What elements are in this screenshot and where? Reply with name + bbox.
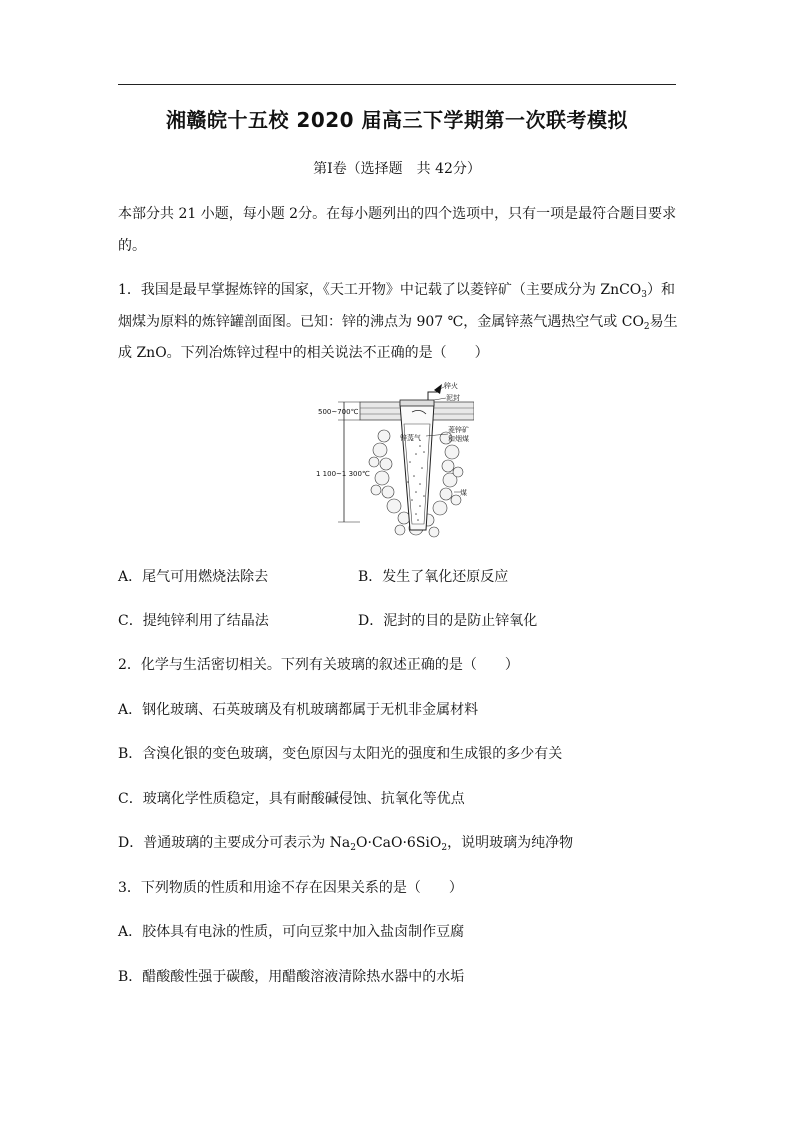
- figure-temp-bottom: 1 100~1 300℃: [316, 470, 370, 478]
- q1-stem-line-3: 成 ZnO。下列冶炼锌过程中的相关说法不正确的是（ ）: [118, 345, 489, 361]
- figure-label-coal: 煤: [460, 489, 467, 497]
- q2-stem: 2．化学与生活密切相关。下列有关玻璃的叙述正确的是（ ）: [118, 657, 519, 673]
- instructions-line-2: 的。: [118, 238, 146, 254]
- figure-temp-top: 500~700℃: [318, 408, 359, 416]
- q1-option-a: A．尾气可用燃烧法除去: [118, 569, 269, 585]
- figure-label-ore-2: 和烟煤: [448, 435, 469, 443]
- figure-label-ore-1: 菱锌矿: [448, 426, 469, 434]
- figure-label-fire: 锌火: [444, 382, 458, 390]
- q3-option-a: A．胶体具有电泳的性质，可向豆浆中加入盐卤制作豆腐: [118, 924, 465, 940]
- page-title: 湘赣皖十五校 2020 届高三下学期第一次联考模拟: [165, 108, 629, 132]
- q2-option-d: D．普通玻璃的主要成分可表示为 $Na_2O\cdot CaO\cdot 6SiO_2$，说明玻璃为纯净物: [118, 835, 574, 853]
- q2-option-b: B．含溴化银的变色玻璃，变色原因与太阳光的强度和生成银的多少有关: [118, 746, 563, 762]
- zinc-smelting-figure: [316, 380, 474, 542]
- q1-option-d: D．泥封的目的是防止锌氧化: [358, 613, 538, 629]
- figure-label-seal: 泥封: [446, 394, 460, 402]
- q1-stem-line-1: 1．我国是最早掌握炼锌的国家，《天工开物》中记载了以菱锌矿（主要成分为 ZnCO$_3$）和: [118, 282, 676, 300]
- q3-stem: 3．下列物质的性质和用途不存在因果关系的是（ ）: [118, 880, 463, 896]
- section-heading: 第Ⅰ卷（选择题 共 42分）: [313, 161, 481, 177]
- figure-label-vapor: 锌蒸气: [400, 434, 421, 442]
- q1-stem-line-2: 烟煤为原料的炼锌罐剖面图。已知：锌的沸点为 907 ℃，金属锌蒸气遇热空气或 $CO_2$易生: [118, 314, 678, 332]
- q2-option-c: C．玻璃化学性质稳定，具有耐酸碱侵蚀、抗氧化等优点: [118, 791, 465, 807]
- q3-option-b: B．醋酸酸性强于碳酸，用醋酸溶液清除热水器中的水垢: [118, 969, 465, 985]
- header-rule: [118, 84, 676, 85]
- q2-option-a: A．钢化玻璃、石英玻璃及有机玻璃都属于无机非金属材料: [118, 702, 479, 718]
- instructions-line-1: 本部分共 21 小题，每小题 2分。在每小题列出的四个选项中，只有一项是最符合题目要求: [118, 206, 677, 222]
- q1-option-b: B．发生了氧化还原反应: [358, 569, 509, 585]
- q1-option-c: C．提纯锌利用了结晶法: [118, 613, 269, 629]
